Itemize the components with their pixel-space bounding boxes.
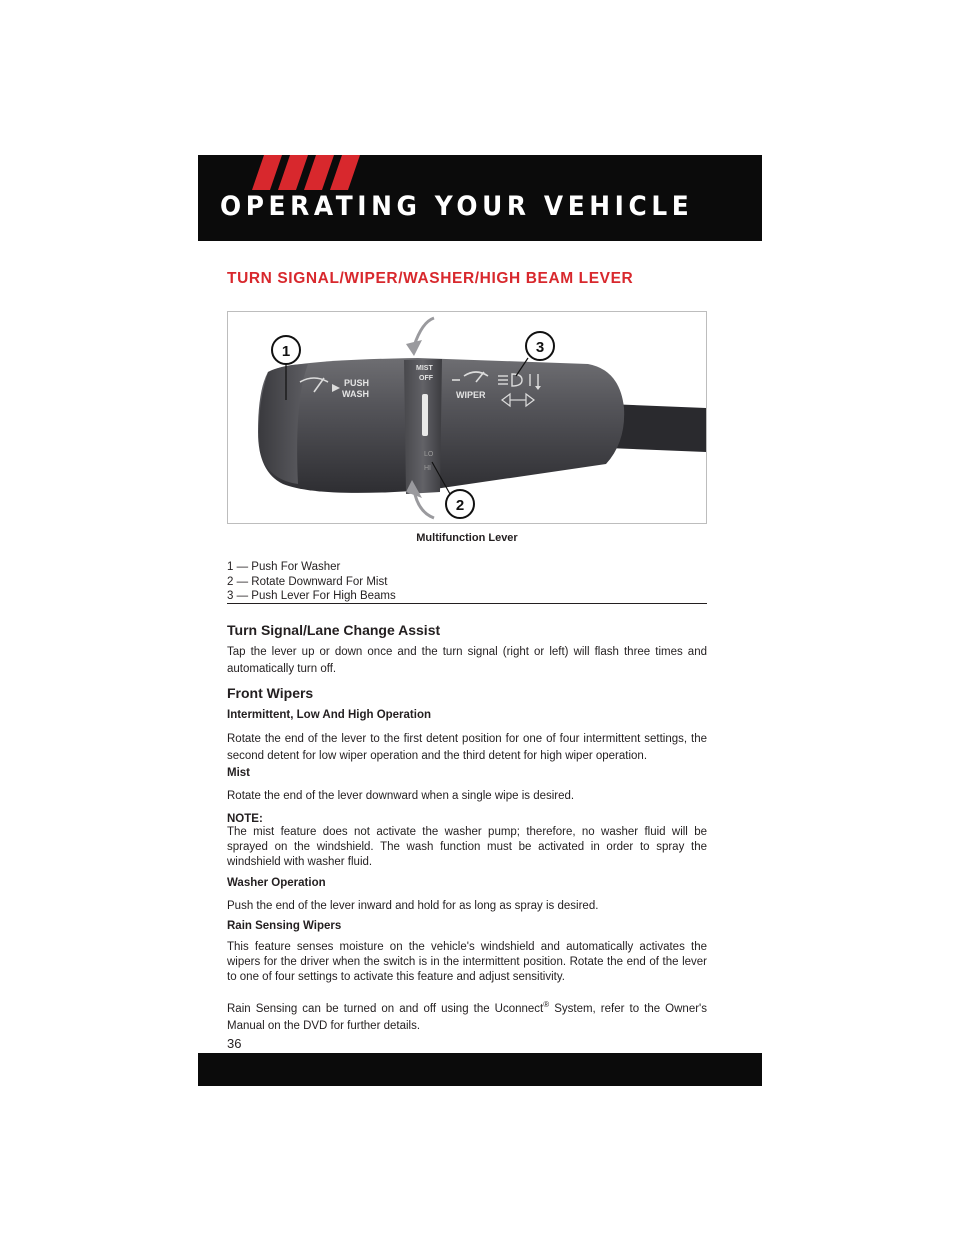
legend-item: 3 — Push Lever For High Beams [227,590,396,602]
intermittent-heading: Intermittent, Low And High Operation [227,709,432,721]
lever-illustration [228,312,706,523]
note-body: The mist feature does not activate the washer pump; therefore, no washer fluid will be sprayed on the windshield. The wash function must be activated in order to spray the windshield with washer fluid. [227,826,707,868]
mist-heading: Mist [227,767,250,779]
figure-legend [227,560,707,604]
wiper-label: WIPER [456,390,486,400]
callout-1-label: 1 [281,343,291,360]
registered-mark: ® [543,1000,550,1009]
rain-sensing-uconnect [227,996,707,1035]
section-title: TURN SIGNAL/WIPER/WASHER/HIGH BEAM LEVER [227,270,634,287]
mist-body: Rotate the end of the lever downward when a single wipe is desired. [227,790,575,802]
rain-sensing-body: This feature senses moisture on the vehicle's windshield and automatically activates the wipers for the driver when the switch is in the intermittent position. Rotate the end of the lever to one of four settings to activate this feature and adjust sensitivity. [227,941,707,983]
lo-label: LO [424,451,434,458]
callout-3-label: 3 [535,339,545,356]
hi-label: HI [424,465,431,472]
uconnect-text-prefix: Rain Sensing can be turned on and off using the Uconnect [227,1002,544,1015]
mist-label: MIST [416,365,433,372]
washer-body: Push the end of the lever inward and hold for as long as spray is desired. [227,900,599,912]
turn-signal-heading: Turn Signal/Lane Change Assist [227,622,441,638]
washer-heading: Washer Operation [227,877,326,889]
rain-sensing-heading: Rain Sensing Wipers [227,920,342,932]
chapter-title: OPERATING YOUR VEHICLE [220,191,694,222]
multifunction-lever-figure [227,311,707,524]
legend-item: 1 — Push For Washer [227,561,341,573]
push-label: PUSH [344,378,370,388]
note-label: NOTE: [227,813,263,825]
legend-divider [227,603,707,604]
footer-band [198,1053,762,1086]
turn-signal-body: Tap the lever up or down once and the turn signal (right or left) will flash three times and automatically turn off. [227,646,707,675]
wash-label: WASH [342,389,369,399]
intermittent-body: Rotate the end of the lever to the first detent position for one of four intermittent settings, the second detent for low wiper operation and the third detent for high wiper operation. [227,733,707,762]
off-label: OFF [419,375,433,382]
figure-caption: Multifunction Lever [416,532,518,544]
page-number: 36 [227,1036,242,1051]
front-wipers-heading: Front Wipers [227,685,314,701]
racing-stripes-logo [252,155,362,190]
legend-item: 2 — Rotate Downward For Mist [227,575,388,588]
header-band [198,155,762,241]
uconnect-text-suffix: System, refer to the Owner's Manual on the DVD for further details. [227,1002,707,1032]
callout-2-label: 2 [455,497,465,514]
